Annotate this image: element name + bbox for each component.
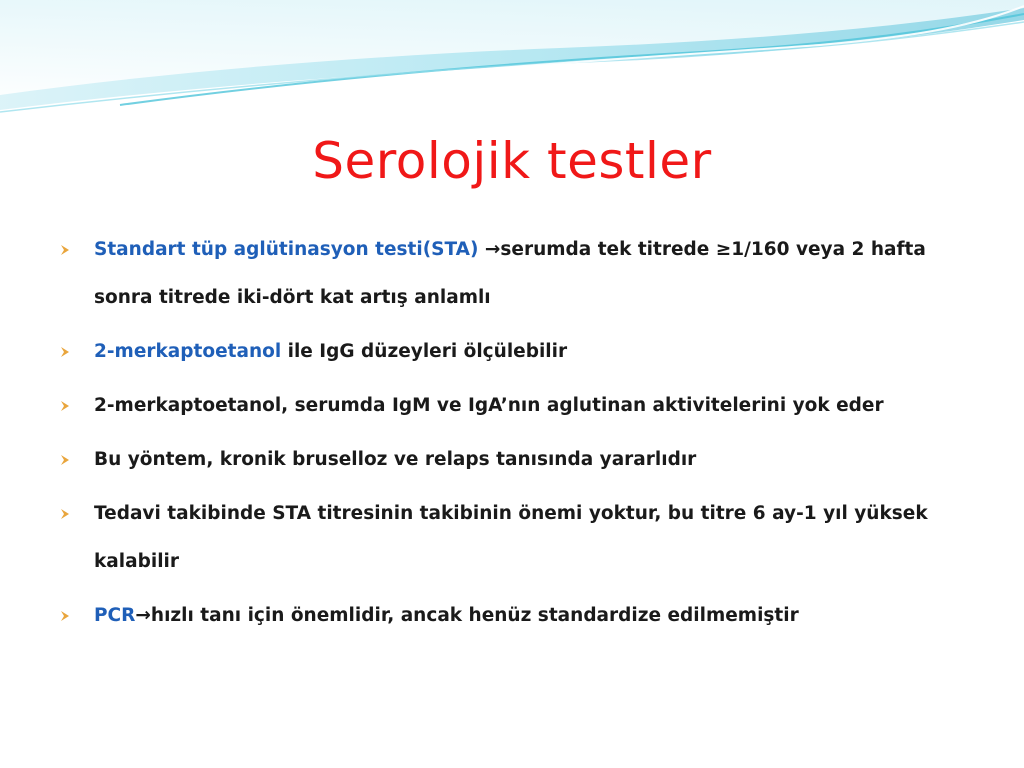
- bullet-list: [60, 226, 975, 646]
- bullet-item-pcr: [60, 592, 975, 640]
- bullet-text: ile IgG düzeyleri ölçülebilir: [281, 341, 568, 362]
- bullet-text: serumda tek titrede ≥1/160 veya 2 hafta sonra titrede iki-dört kat artış anlamlı: [94, 239, 926, 308]
- bullet-arrow: →: [478, 239, 501, 260]
- bullet-item-merkaptoetanol: [60, 328, 975, 376]
- arrow-bullet-icon: [60, 328, 74, 376]
- bullet-text: 2-merkaptoetanol, serumda IgM ve IgA’nın aglutinan aktivitelerini yok eder: [94, 395, 884, 416]
- bullet-text: Bu yöntem, kronik bruselloz ve relaps tanısında yararlıdır: [94, 449, 697, 470]
- bullet-text: Tedavi takibinde STA titresinin takibinin önemi yoktur, bu titre 6 ay-1 yıl yüksek kalabilir: [94, 503, 928, 572]
- arrow-bullet-icon: [60, 226, 74, 274]
- bullet-highlight: PCR: [94, 605, 136, 626]
- arrow-bullet-icon: [60, 490, 74, 538]
- bullet-highlight: Standart tüp aglütinasyon testi(STA): [94, 239, 479, 260]
- arrow-bullet-icon: [60, 592, 74, 640]
- bullet-text: hızlı tanı için önemlidir, ancak henüz standardize edilmemiştir: [150, 605, 799, 626]
- bullet-highlight: 2-merkaptoetanol: [94, 341, 282, 362]
- bullet-item-igm-iga: [60, 382, 975, 430]
- bullet-item-sta: [60, 226, 975, 322]
- slide-title: Serolojik testler: [312, 132, 712, 190]
- bullet-item-kronik: [60, 436, 975, 484]
- header-wave-decoration: [0, 0, 1024, 120]
- bullet-item-tedavi: [60, 490, 975, 586]
- arrow-bullet-icon: [60, 382, 74, 430]
- arrow-bullet-icon: [60, 436, 74, 484]
- bullet-arrow: →: [135, 605, 151, 626]
